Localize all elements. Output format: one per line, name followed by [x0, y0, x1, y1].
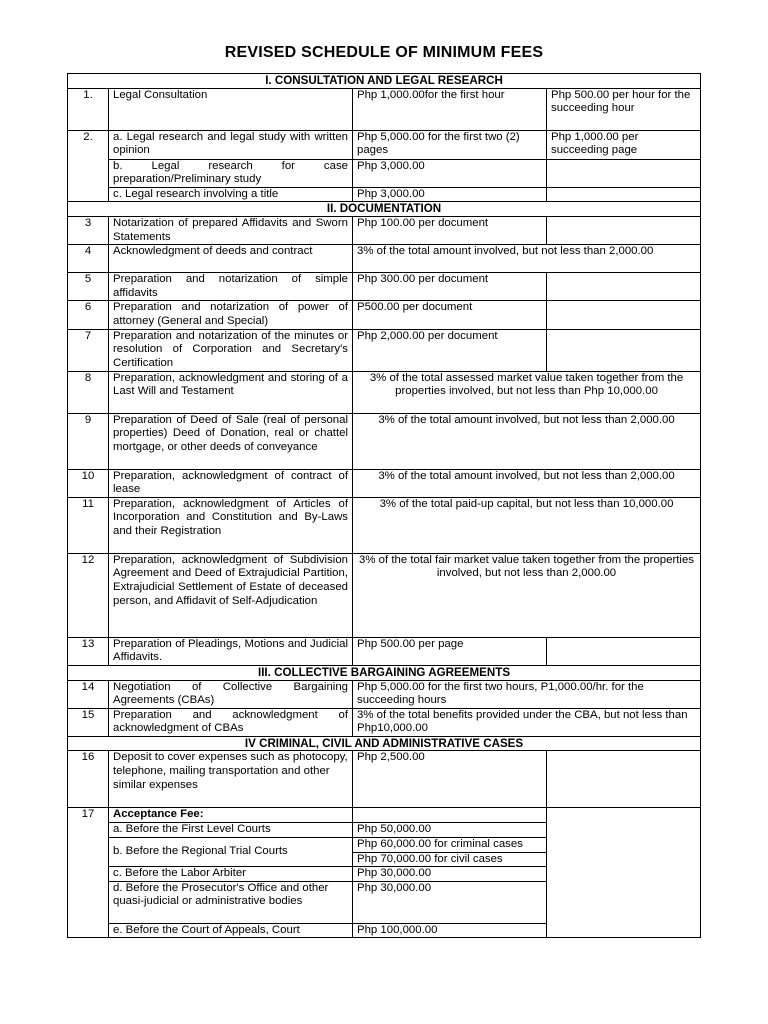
fee-cell: Php 30,000.00: [353, 881, 547, 923]
table-row: [68, 159, 701, 187]
section-header-row: [68, 665, 701, 680]
row-number: 5: [68, 273, 109, 301]
service-cell: c. Before the Labor Arbiter: [109, 867, 353, 882]
section-header: III. COLLECTIVE BARGAINING AGREEMENTS: [68, 665, 701, 680]
row-number: 6: [68, 301, 109, 329]
table-row: [68, 469, 701, 497]
document-title: REVISED SCHEDULE OF MINIMUM FEES: [224, 44, 544, 61]
row-number: 13: [68, 637, 109, 665]
table-row: [68, 553, 701, 637]
section-header-row: [68, 736, 701, 751]
table-row: [68, 88, 701, 130]
fee-cell: Php 500.00 per page: [353, 637, 547, 665]
empty-cell: [547, 187, 701, 202]
service-cell: Preparation, acknowledgment of Subdivision Agreement and Deed of Extrajudicial Partition, Extrajudicial Settlement of Estate of deceased person, and Affidavit of Self-Adjudication: [109, 553, 353, 637]
fee-cell: Php 30,000.00: [353, 867, 547, 882]
table-row: [68, 130, 701, 159]
service-cell: a. Legal research and legal study with written opinion: [109, 130, 353, 159]
fee-cell: Php 5,000.00 for the first two (2) pages: [353, 130, 547, 159]
fee-cell: Php 2,500.00: [353, 751, 547, 808]
row-number: 10: [68, 469, 109, 497]
row-number: 1.: [68, 88, 109, 130]
table-row: [68, 497, 701, 553]
service-cell: Preparation, acknowledgment of Articles of Incorporation and Constitution and By-Laws and their Registration: [109, 497, 353, 553]
service-cell: Preparation and notarization of power of attorney (General and Special): [109, 301, 353, 329]
fee-cell: 3% of the total amount involved, but not less than 2,000.00: [353, 245, 701, 273]
row-number: 11: [68, 497, 109, 553]
fee-cell: Php 100.00 per document: [353, 216, 547, 244]
row-number: 17: [68, 808, 109, 938]
service-cell: Negotiation of Collective Bargaining Agreements (CBAs): [109, 680, 353, 708]
fee-cell: 3% of the total amount involved, but not less than 2,000.00: [353, 413, 701, 469]
section-header-row: [68, 74, 701, 89]
fee-cell: Php 50,000.00: [353, 823, 547, 838]
service-cell: Notarization of prepared Affidavits and Sworn Statements: [109, 216, 353, 244]
fee-cell: 3% of the total assessed market value taken together from the properties involved, but not less than Php 10,000.00: [353, 371, 701, 413]
fee-schedule-table: [67, 73, 701, 938]
fee-cell: 3% of the total paid-up capital, but not less than 10,000.00: [353, 497, 701, 553]
section-header: I. CONSULTATION AND LEGAL RESEARCH: [68, 74, 701, 89]
service-cell: Acknowledgment of deeds and contract: [109, 245, 353, 273]
section-header: II. DOCUMENTATION: [68, 202, 701, 217]
table-row: [68, 273, 701, 301]
service-cell: Preparation, acknowledgment and storing of a Last Will and Testament: [109, 371, 353, 413]
table-row: [68, 680, 701, 708]
empty-cell: [547, 329, 701, 371]
service-cell: Legal Consultation: [109, 88, 353, 130]
service-cell: Deposit to cover expenses such as photocopy, telephone, mailing transportation and other similar expenses: [109, 751, 353, 808]
table-row: [68, 371, 701, 413]
row-number: 9: [68, 413, 109, 469]
service-cell: b. Before the Regional Trial Courts: [109, 838, 353, 867]
table-row: [68, 708, 701, 736]
table-row: [68, 751, 701, 808]
row-number: 4: [68, 245, 109, 273]
empty-cell: [547, 808, 701, 938]
fee-cell: Php 100,000.00: [353, 923, 547, 938]
empty-cell: [547, 301, 701, 329]
service-cell: b. Legal research for case preparation/Preliminary study: [109, 159, 353, 187]
additional-fee-cell: Php 500.00 per hour for the succeeding hour: [547, 88, 701, 130]
section-header-row: [68, 202, 701, 217]
fee-cell: Php 3,000.00: [353, 187, 547, 202]
table-row: [68, 329, 701, 371]
row-number: 7: [68, 329, 109, 371]
table-row: [68, 413, 701, 469]
service-cell: d. Before the Prosecutor's Office and other quasi-judicial or administrative bodies: [109, 881, 353, 923]
service-cell: Preparation and notarization of simple affidavits: [109, 273, 353, 301]
fee-cell: 3% of the total fair market value taken together from the properties involved, but not less than 2,000.00: [353, 553, 701, 637]
row-number: 2.: [68, 130, 109, 202]
service-cell: Preparation of Deed of Sale (real of personal properties) Deed of Donation, real or chattel mortgage, or other deeds of conveyance: [109, 413, 353, 469]
fee-cell: Php 60,000.00 for criminal cases: [353, 838, 547, 853]
row-number: 8: [68, 371, 109, 413]
empty-cell: [547, 216, 701, 244]
service-cell: Preparation and notarization of the minutes or resolution of Corporation and Secretary's Certification: [109, 329, 353, 371]
service-cell: e. Before the Court of Appeals, Court: [109, 923, 353, 938]
additional-fee-cell: Php 1,000.00 per succeeding page: [547, 130, 701, 159]
service-cell: Preparation, acknowledgment of contract of lease: [109, 469, 353, 497]
fee-cell: 3% of the total amount involved, but not less than 2,000.00: [353, 469, 701, 497]
table-row: [68, 216, 701, 244]
section-header: IV CRIMINAL, CIVIL AND ADMINISTRATIVE CASES: [68, 736, 701, 751]
empty-cell: [547, 637, 701, 665]
table-row: [68, 808, 701, 823]
row-number: 16: [68, 751, 109, 808]
row-number: 14: [68, 680, 109, 708]
table-row: [68, 637, 701, 665]
empty-cell: [353, 808, 547, 823]
service-cell: c. Legal research involving a title: [109, 187, 353, 202]
fee-cell: P500.00 per document: [353, 301, 547, 329]
fee-cell: 3% of the total benefits provided under the CBA, but not less than Php10,000.00: [353, 708, 701, 736]
row-number: 12: [68, 553, 109, 637]
fee-cell: Php 3,000.00: [353, 159, 547, 187]
fee-cell: Php 2,000.00 per document: [353, 329, 547, 371]
empty-cell: [547, 751, 701, 808]
fee-cell: Php 70,000.00 for civil cases: [353, 852, 547, 867]
service-cell: Preparation of Pleadings, Motions and Judicial Affidavits.: [109, 637, 353, 665]
fee-cell: Php 300.00 per document: [353, 273, 547, 301]
fee-cell: Php 1,000.00for the first hour: [353, 88, 547, 130]
service-cell: a. Before the First Level Courts: [109, 823, 353, 838]
row-number: 3: [68, 216, 109, 244]
table-row: [68, 187, 701, 202]
empty-cell: [547, 273, 701, 301]
table-row: [68, 245, 701, 273]
empty-cell: [547, 159, 701, 187]
fee-cell: Php 5,000.00 for the first two hours, P1,000.00/hr. for the succeeding hours: [353, 680, 701, 708]
row-number: 15: [68, 708, 109, 736]
subsection-heading: Acceptance Fee:: [109, 808, 353, 823]
service-cell: Preparation and acknowledgment of acknowledgment of CBAs: [109, 708, 353, 736]
table-row: [68, 301, 701, 329]
